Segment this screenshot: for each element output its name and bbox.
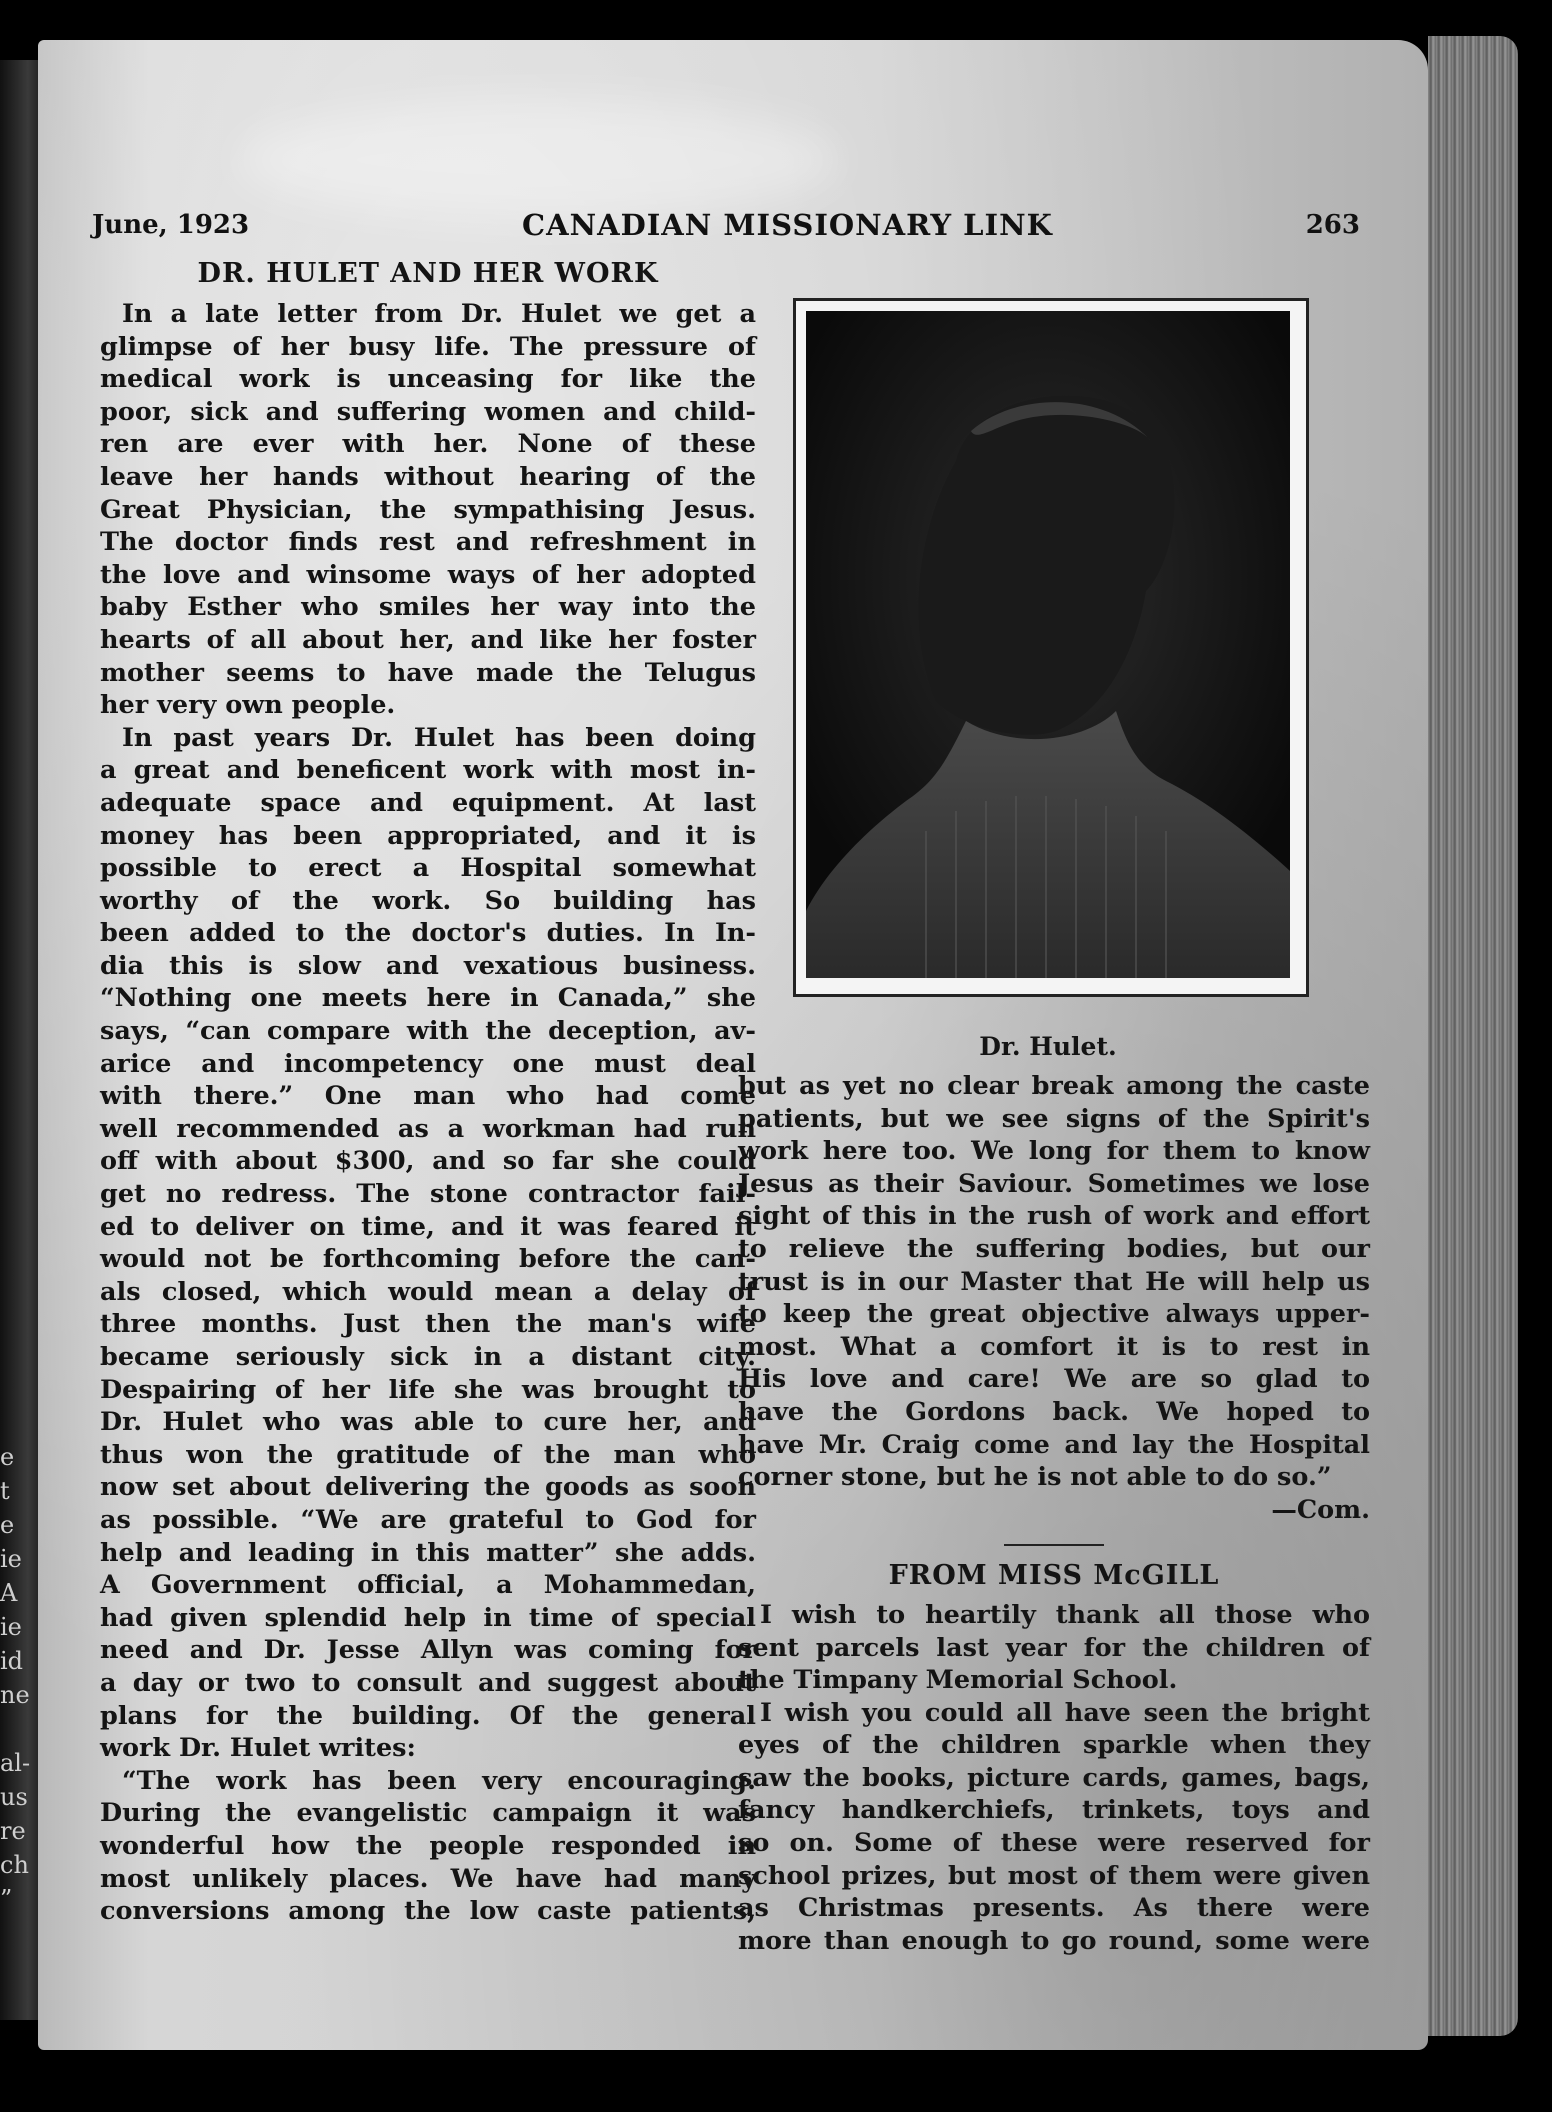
- article-line: to keep the great objective always upper-: [738, 1299, 1370, 1330]
- article-line: work Dr. Hulet writes:: [100, 1733, 416, 1764]
- article-line: need and Dr. Jesse Allyn was coming for: [100, 1635, 756, 1666]
- book-page-edges: [1428, 36, 1518, 2036]
- article-line: During the evangelistic campaign it was: [100, 1798, 756, 1829]
- margin-fragment: ne: [0, 1681, 30, 1709]
- article-line: In past years Dr. Hulet has been doing: [122, 722, 756, 753]
- portrait-frame: [793, 298, 1309, 997]
- article-line: so on. Some of these were reserved for: [738, 1828, 1370, 1859]
- second-article-title: FROM MISS McGILL: [888, 1560, 1220, 1592]
- article-title: DR. HULET AND HER WORK: [197, 258, 659, 289]
- article-line: possible to erect a Hospital somewhat: [100, 853, 756, 884]
- portrait-photo: [806, 311, 1290, 978]
- article-line: a great and beneficent work with most in-: [100, 755, 756, 786]
- margin-fragment: ch: [0, 1851, 29, 1879]
- portrait-silhouette: [806, 311, 1290, 978]
- margin-fragment: id: [0, 1647, 24, 1675]
- article-line: help and leading in this matter” she adds.: [100, 1537, 756, 1568]
- article-line: als closed, which would mean a delay of: [100, 1276, 756, 1307]
- article-line: poor, sick and suffering women and child-: [100, 396, 756, 427]
- article-line: wonderful how the people responded in: [100, 1830, 756, 1861]
- margin-fragment: A: [0, 1579, 18, 1607]
- article-line: to relieve the suffering bodies, but our: [738, 1233, 1370, 1264]
- article-line: Despairing of her life she was brought to: [100, 1374, 756, 1405]
- article-line: eyes of the children sparkle when they: [738, 1730, 1370, 1761]
- article-line: work here too. We long for them to know: [738, 1136, 1370, 1167]
- section-divider: [1004, 1544, 1104, 1546]
- article-line: conversions among the low caste patients,: [100, 1896, 756, 1927]
- article-line: patients, but we see signs of the Spirit's: [738, 1103, 1370, 1134]
- article-line: now set about delivering the goods as soon: [100, 1472, 756, 1503]
- paper-highlight: [238, 100, 838, 220]
- margin-fragment: ”: [0, 1885, 13, 1913]
- article-line: as Christmas presents. As there were: [738, 1893, 1370, 1924]
- article-line: I wish to heartily thank all those who: [760, 1599, 1370, 1630]
- article-line: would not be forthcoming before the can-: [100, 1244, 756, 1275]
- article-line: medical work is unceasing for like the: [100, 364, 756, 395]
- article-line: I wish you could all have seen the bright: [760, 1697, 1370, 1728]
- page-header: [92, 210, 1372, 250]
- article-line: leave her hands without hearing of the: [100, 461, 756, 492]
- header-journal-title: CANADIAN MISSIONARY LINK: [522, 208, 1053, 242]
- article-line: trust is in our Master that He will help us: [738, 1266, 1370, 1297]
- margin-fragment: e: [0, 1511, 15, 1539]
- article-line: adequate space and equipment. At last: [100, 787, 756, 818]
- margin-fragment: [0, 1712, 18, 1746]
- article-line: A Government official, a Mohammedan,: [100, 1570, 756, 1601]
- article-line: sight of this in the rush of work and effort: [738, 1201, 1370, 1232]
- margin-fragment: us: [0, 1783, 28, 1811]
- article-line: most. What a comfort it is to rest in: [738, 1331, 1370, 1362]
- article-line: well recommended as a workman had run: [100, 1113, 756, 1144]
- article-line: says, “can compare with the deception, av-: [100, 1016, 756, 1047]
- article-line: “The work has been very encouraging.: [122, 1765, 756, 1796]
- article-line: baby Esther who smiles her way into the: [100, 592, 756, 623]
- journal-page: [38, 40, 1428, 2050]
- article-line: “Nothing one meets here in Canada,” she: [100, 983, 756, 1014]
- article-line: glimpse of her busy life. The pressure of: [100, 331, 756, 362]
- article-line: thus won the gratitude of the man who: [100, 1439, 756, 1470]
- article-line: been added to the doctor's duties. In In-: [100, 918, 756, 949]
- article-line: but as yet no clear break among the caste: [738, 1071, 1370, 1101]
- margin-fragment: ie: [0, 1613, 22, 1641]
- article-line: fancy handkerchiefs, trinkets, toys and: [738, 1795, 1370, 1826]
- article-line: His love and care! We are so glad to: [738, 1364, 1370, 1395]
- article-line: money has been appropriated, and it is: [100, 820, 756, 851]
- article-line: have the Gordons back. We hoped to: [738, 1396, 1370, 1427]
- article-signature: —Com.: [1271, 1494, 1370, 1525]
- article-line: dia this is slow and vexatious business.: [100, 950, 756, 981]
- article-right-column: [738, 1070, 1370, 1957]
- article-line: became seriously sick in a distant city.: [100, 1342, 756, 1372]
- header-page-number: 263: [1305, 210, 1360, 240]
- previous-page-text-fragments: [0, 1440, 31, 1916]
- article-line: ed to deliver on time, and it was feared it: [100, 1211, 756, 1242]
- article-line: with there.” One man who had come: [100, 1081, 756, 1112]
- article-line: Dr. Hulet who was able to cure her, and: [100, 1407, 756, 1438]
- article-line: three months. Just then the man's wife: [100, 1309, 756, 1340]
- article-left-column: [100, 298, 756, 1928]
- article-line: more than enough to go round, some were: [738, 1925, 1370, 1956]
- article-line: the Timpany Memorial School.: [738, 1665, 1178, 1696]
- article-line: In a late letter from Dr. Hulet we get a: [122, 299, 756, 329]
- article-line: get no redress. The stone contractor fail-: [100, 1179, 756, 1210]
- article-line: the love and winsome ways of her adopted: [100, 559, 756, 590]
- article-line: had given splendid help in time of special: [100, 1602, 756, 1633]
- header-date: June, 1923: [92, 210, 250, 240]
- article-line: corner stone, but he is not able to do so.”: [738, 1462, 1332, 1493]
- article-line: off with about $300, and so far she could: [100, 1146, 756, 1177]
- article-line: plans for the building. Of the general: [100, 1700, 756, 1731]
- margin-fragment: e: [0, 1443, 15, 1471]
- article-title-block: [100, 258, 756, 297]
- article-line: ren are ever with her. None of these: [100, 429, 756, 460]
- article-line: saw the books, picture cards, games, bags,: [738, 1762, 1370, 1793]
- article-line: Great Physician, the sympathising Jesus.: [100, 494, 756, 525]
- margin-fragment: t: [0, 1477, 10, 1505]
- article-line: arice and incompetency one must deal: [100, 1048, 756, 1079]
- margin-fragment: re: [0, 1817, 26, 1845]
- article-line: her very own people.: [100, 690, 396, 721]
- portrait-caption: Dr. Hulet.: [979, 1032, 1117, 1061]
- article-line: mother seems to have made the Telugus: [100, 657, 756, 688]
- margin-fragment: ie: [0, 1545, 22, 1573]
- article-line: worthy of the work. So building has: [100, 885, 756, 916]
- margin-fragment: al-: [0, 1749, 31, 1777]
- article-line: The doctor finds rest and refreshment in: [100, 527, 756, 558]
- article-line: hearts of all about her, and like her foster: [100, 624, 756, 655]
- article-line: as possible. “We are grateful to God for: [100, 1504, 756, 1535]
- article-line: a day or two to consult and suggest about: [100, 1667, 756, 1698]
- article-line: sent parcels last year for the children of: [738, 1632, 1370, 1663]
- article-line: school prizes, but most of them were given: [738, 1860, 1370, 1891]
- article-line: have Mr. Craig come and lay the Hospital: [738, 1429, 1370, 1460]
- article-line: Jesus as their Saviour. Sometimes we lose: [738, 1168, 1370, 1199]
- article-line: most unlikely places. We have had many: [100, 1863, 756, 1894]
